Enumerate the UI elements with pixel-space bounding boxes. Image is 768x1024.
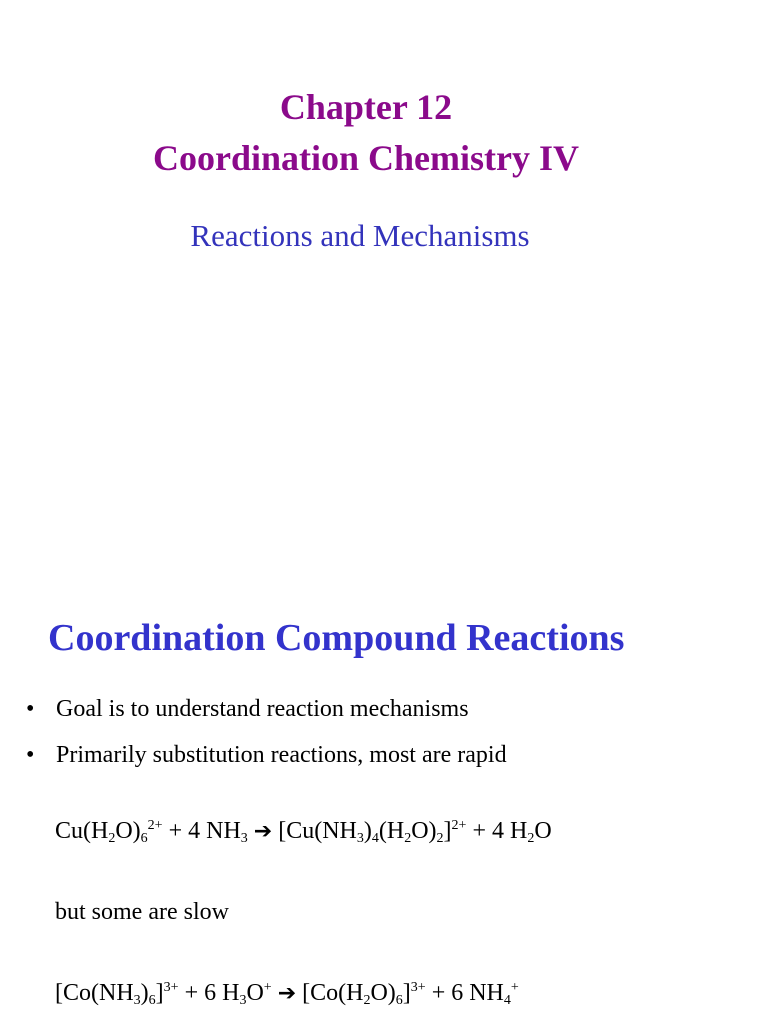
bullet-list: [26, 694, 507, 786]
bullet-text: Goal is to understand reaction mechanisms: [56, 696, 469, 722]
slide-heading: Coordination Compound Reactions: [48, 617, 625, 659]
bullet-icon: •: [26, 742, 35, 768]
equation-fast: $Cu(H_2O)_6^{2+} + 4$ $NH_3$ ➔ $[Cu(NH_3)_4(H_2O)_2]^{2+} + 4$ $H_2O$: [55, 818, 552, 846]
bullet-item: [26, 740, 507, 770]
arrow-icon: ➔: [253, 819, 273, 844]
content-slide: [0, 576, 768, 1024]
note-text: but some are slow: [55, 899, 229, 925]
slide-subtitle: Reactions and Mechanisms: [190, 218, 530, 253]
bullet-item: [26, 694, 507, 724]
chapter-subject-title: Coordination Chemistry IV: [152, 138, 579, 178]
bullet-text: Primarily substitution reactions, most are rapid: [56, 742, 507, 768]
arrow-icon: ➔: [277, 981, 297, 1006]
equation-slow: $[Co(NH_3)_6]^{3+} + 6$ $H_3O^+$ ➔ $[Co(H_2O)_6]^{3+} + 6$ $NH_4^+$: [55, 980, 519, 1008]
bullet-icon: •: [26, 696, 35, 722]
chapter-title: Chapter 12: [279, 87, 453, 127]
